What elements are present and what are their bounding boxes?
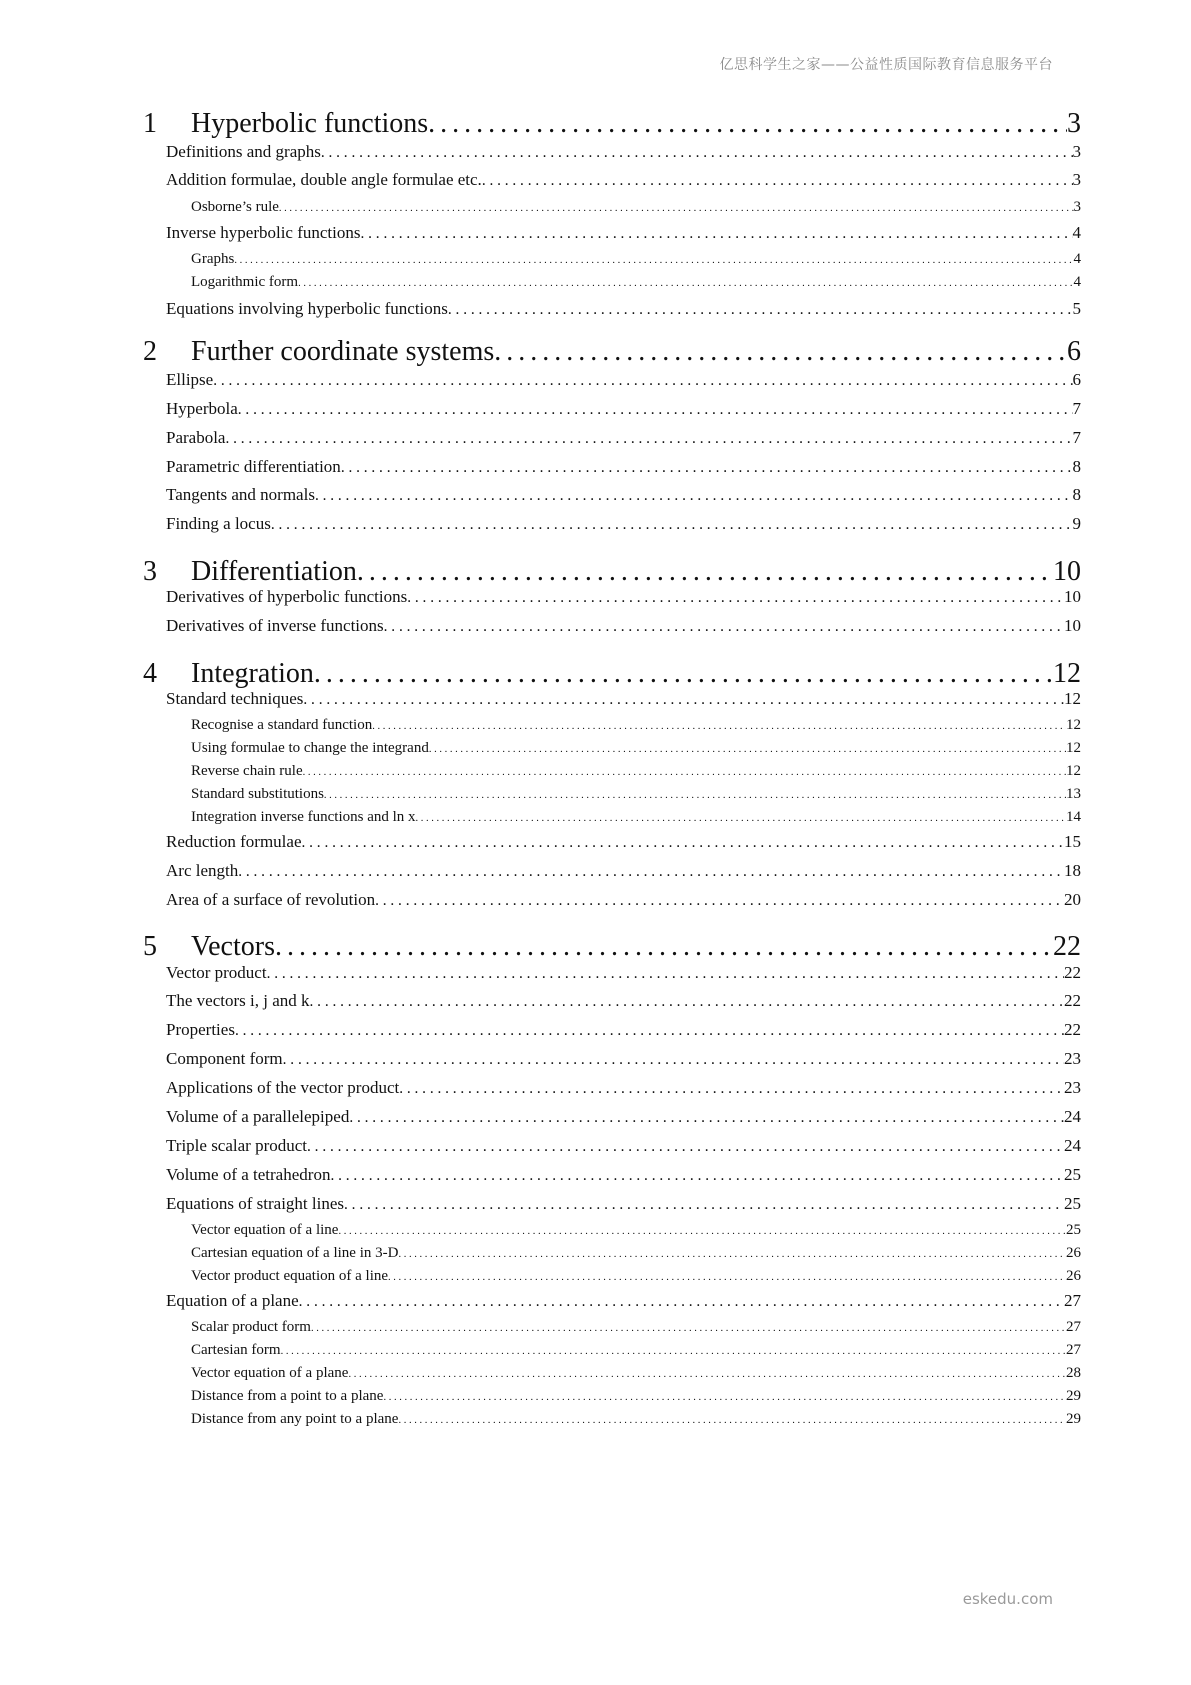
toc-subsection-row[interactable] xyxy=(191,786,1081,807)
toc-entry-title: Hyperbola xyxy=(166,399,238,418)
toc-section-row[interactable] xyxy=(166,1078,1081,1102)
toc-dot-leader xyxy=(428,108,1067,140)
toc-chapter-number: 1 xyxy=(143,108,157,139)
toc-section-row[interactable] xyxy=(166,963,1081,987)
toc-entry-title: The vectors i, j and k xyxy=(166,991,310,1010)
toc-entry-title: Triple scalar product xyxy=(166,1136,308,1155)
toc-section-row[interactable] xyxy=(166,991,1081,1015)
toc-section-row[interactable] xyxy=(166,299,1081,323)
toc-section-row[interactable] xyxy=(166,142,1081,166)
toc-dot-leader xyxy=(399,1080,1064,1098)
toc-dot-leader xyxy=(283,1051,1064,1069)
toc-entry-title: Osborne’s rule xyxy=(191,199,279,215)
toc-subsection-row[interactable] xyxy=(191,1245,1081,1266)
toc-page-number: 29 xyxy=(1066,1388,1081,1404)
toc-page-number: 24 xyxy=(1064,1136,1081,1155)
toc-dot-leader xyxy=(275,931,1053,963)
toc-dot-leader xyxy=(213,372,1072,390)
toc-entry-title: Standard substitutions xyxy=(191,786,324,802)
toc-chapter-number: 5 xyxy=(143,931,157,962)
toc-page-number: 10 xyxy=(1064,587,1081,606)
toc-page-number: 12 xyxy=(1053,658,1081,689)
toc-page-number: 4 xyxy=(1073,251,1081,267)
toc-entry-title: Area of a surface of revolution xyxy=(166,890,376,909)
toc-section-row[interactable] xyxy=(166,1291,1081,1315)
toc-dot-leader xyxy=(310,993,1064,1011)
toc-page-number: 4 xyxy=(1072,223,1081,242)
toc-subsection-row[interactable] xyxy=(191,1388,1081,1409)
toc-dot-leader xyxy=(388,1272,1066,1283)
toc-dot-leader xyxy=(324,790,1066,801)
toc-subsection-row[interactable] xyxy=(191,1342,1081,1363)
toc-page-number: 12 xyxy=(1066,717,1081,733)
toc-entry-title: Inverse hyperbolic functions xyxy=(166,223,361,242)
toc-entry-title: Integration inverse functions and ln x xyxy=(191,809,416,825)
toc-page-number: 25 xyxy=(1066,1222,1081,1238)
toc-dot-leader xyxy=(357,556,1053,588)
page-header-note: 亿思科学生之家——公益性质国际教育信息服务平台 xyxy=(719,57,1053,73)
toc-page-number: 18 xyxy=(1064,861,1081,880)
toc-page-number: 26 xyxy=(1066,1268,1081,1284)
toc-entry-title: Logarithmic form xyxy=(191,274,299,290)
toc-section-row[interactable] xyxy=(166,170,1081,194)
toc-dot-leader xyxy=(311,1323,1066,1334)
toc-page-number: 22 xyxy=(1064,991,1081,1010)
toc-entry-title: Standard techniques xyxy=(166,689,304,708)
toc-chapter-row[interactable] xyxy=(143,336,1081,372)
toc-section-row[interactable] xyxy=(166,890,1081,914)
toc-chapter-number: 2 xyxy=(143,336,157,367)
toc-chapter-row[interactable] xyxy=(143,931,1081,967)
toc-entry-title: Parametric differentiation xyxy=(166,457,341,476)
toc-page-number: 3 xyxy=(1067,108,1081,139)
toc-entry-title: Reverse chain rule xyxy=(191,763,303,779)
toc-page-number: 27 xyxy=(1064,1291,1081,1310)
toc-dot-leader xyxy=(281,1346,1066,1357)
toc-entry-title: Further coordinate systems xyxy=(191,336,495,367)
toc-entry-title: Derivatives of inverse functions xyxy=(166,616,384,635)
toc-entry-title: Hyperbolic functions xyxy=(191,108,429,139)
toc-dot-leader xyxy=(279,203,1074,214)
toc-entry-title: Definitions and graphs xyxy=(166,142,321,161)
toc-entry-title: Parabola xyxy=(166,428,226,447)
toc-section-row[interactable] xyxy=(166,616,1081,640)
toc-dot-leader xyxy=(375,892,1064,910)
toc-dot-leader xyxy=(344,1196,1064,1214)
toc-page-number: 7 xyxy=(1072,399,1081,418)
toc-dot-leader xyxy=(267,965,1064,983)
toc-page-number: 26 xyxy=(1066,1245,1081,1261)
toc-page-number: 15 xyxy=(1064,832,1081,851)
toc-page-number: 22 xyxy=(1064,1020,1081,1039)
toc-entry-title: Vector product equation of a line xyxy=(191,1268,389,1284)
toc-section-row[interactable] xyxy=(166,587,1081,611)
toc-chapter-number: 3 xyxy=(143,556,157,587)
toc-section-row[interactable] xyxy=(166,514,1081,538)
toc-page-number: 3 xyxy=(1072,142,1081,161)
toc-entry-title: Recognise a standard function xyxy=(191,717,373,733)
toc-page-number: 4 xyxy=(1073,274,1081,290)
toc-entry-title: Distance from any point to a plane xyxy=(191,1411,399,1427)
toc-dot-leader xyxy=(303,691,1064,709)
toc-dot-leader xyxy=(398,1249,1066,1260)
toc-entry-title: Vector equation of a plane xyxy=(191,1365,349,1381)
toc-page-number: 13 xyxy=(1066,786,1081,802)
toc-section-row[interactable] xyxy=(166,1049,1081,1073)
toc-entry-title: Reduction formulae xyxy=(166,832,302,851)
toc-section-row[interactable] xyxy=(166,1194,1081,1218)
toc-dot-leader xyxy=(348,1369,1066,1380)
page-footer-note: eskedu.com xyxy=(962,1590,1053,1608)
toc-dot-leader xyxy=(225,430,1072,448)
toc-section-row[interactable] xyxy=(166,485,1081,509)
toc-section-row[interactable] xyxy=(166,399,1081,423)
toc-subsection-row[interactable] xyxy=(191,274,1081,295)
toc-section-row[interactable] xyxy=(166,428,1081,452)
toc-section-row[interactable] xyxy=(166,370,1081,394)
toc-subsection-row[interactable] xyxy=(191,809,1081,830)
toc-entry-title: Graphs xyxy=(191,251,235,267)
toc-page-number: 9 xyxy=(1072,514,1081,533)
toc-dot-leader xyxy=(299,1293,1064,1311)
toc-page-number: 10 xyxy=(1064,616,1081,635)
toc-entry-title: Scalar product form xyxy=(191,1319,311,1335)
toc-entry-title: Finding a locus xyxy=(166,514,271,533)
toc-dot-leader xyxy=(429,744,1066,755)
toc-entry-title: Distance from a point to a plane xyxy=(191,1388,384,1404)
toc-dot-leader xyxy=(361,225,1073,243)
toc-section-row[interactable] xyxy=(166,861,1081,885)
toc-subsection-row[interactable] xyxy=(191,1365,1081,1386)
toc-subsection-row[interactable] xyxy=(191,1411,1081,1432)
toc-section-row[interactable] xyxy=(166,1165,1081,1189)
toc-dot-leader xyxy=(349,1109,1064,1127)
toc-entry-title: Cartesian form xyxy=(191,1342,281,1358)
toc-dot-leader xyxy=(235,1022,1064,1040)
toc-entry-title: Vectors xyxy=(191,931,275,962)
toc-dot-leader xyxy=(398,1415,1066,1426)
toc-dot-leader xyxy=(307,1138,1064,1156)
toc-dot-leader xyxy=(238,863,1064,881)
toc-entry-title: Equations involving hyperbolic functions xyxy=(166,299,448,318)
toc-page-number: 6 xyxy=(1067,336,1081,367)
toc-entry-title: Vector equation of a line xyxy=(191,1222,339,1238)
toc-entry-title: Equations of straight lines xyxy=(166,1194,345,1213)
toc-subsection-row[interactable] xyxy=(191,251,1081,272)
toc-dot-leader xyxy=(494,336,1067,368)
toc-entry-title: Arc length xyxy=(166,861,239,880)
toc-page-number: 27 xyxy=(1066,1342,1081,1358)
toc-subsection-row[interactable] xyxy=(191,1319,1081,1340)
toc-page-number: 25 xyxy=(1064,1194,1081,1213)
toc-page-number: 5 xyxy=(1072,299,1081,318)
toc-entry-title: Volume of a tetrahedron xyxy=(166,1165,331,1184)
toc-page-number: 8 xyxy=(1072,457,1081,476)
toc-page-number: 3 xyxy=(1073,199,1081,215)
toc-entry-title: Differentiation xyxy=(191,556,357,587)
toc-page-number: 22 xyxy=(1064,963,1081,982)
toc-page-number: 12 xyxy=(1066,763,1081,779)
toc-chapter-number: 4 xyxy=(143,658,157,689)
toc-page-number: 20 xyxy=(1064,890,1081,909)
toc-dot-leader xyxy=(407,589,1064,607)
toc-entry-title: Addition formulae, double angle formulae etc. xyxy=(166,170,482,189)
toc-section-row[interactable] xyxy=(166,457,1081,481)
toc-subsection-row[interactable] xyxy=(191,1268,1081,1289)
toc-section-row[interactable] xyxy=(166,689,1081,713)
toc-dot-leader xyxy=(338,1226,1066,1237)
toc-subsection-row[interactable] xyxy=(191,717,1081,738)
toc-page-number: 23 xyxy=(1064,1049,1081,1068)
toc-page-number: 12 xyxy=(1066,740,1081,756)
toc-chapter-row[interactable] xyxy=(143,108,1081,144)
toc-entry-title: Equation of a plane xyxy=(166,1291,299,1310)
toc-entry-title: Integration xyxy=(191,658,314,689)
toc-page-number: 25 xyxy=(1064,1165,1081,1184)
toc-entry-title: Derivatives of hyperbolic functions xyxy=(166,587,408,606)
toc-entry-title: Component form xyxy=(166,1049,283,1068)
toc-page-number: 27 xyxy=(1066,1319,1081,1335)
toc-section-row[interactable] xyxy=(166,1107,1081,1131)
toc-dot-leader xyxy=(321,144,1073,162)
toc-dot-leader xyxy=(303,767,1066,778)
toc-entry-title: Using formulae to change the integrand xyxy=(191,740,429,756)
toc-subsection-row[interactable] xyxy=(191,740,1081,761)
toc-entry-title: Cartesian equation of a line in 3-D xyxy=(191,1245,399,1261)
toc-subsection-row[interactable] xyxy=(191,199,1081,220)
toc-page-number: 6 xyxy=(1072,370,1081,389)
toc-dot-leader xyxy=(416,813,1066,824)
toc-dot-leader xyxy=(271,516,1073,534)
toc-page-number: 29 xyxy=(1066,1411,1081,1427)
toc-entry-title: Tangents and normals xyxy=(166,485,315,504)
toc-entry-title: Applications of the vector product xyxy=(166,1078,400,1097)
toc-page-number: 12 xyxy=(1064,689,1081,708)
toc-page-number: 8 xyxy=(1072,485,1081,504)
toc-section-row[interactable] xyxy=(166,223,1081,247)
toc-dot-leader xyxy=(330,1167,1064,1185)
toc-page-number: 23 xyxy=(1064,1078,1081,1097)
toc-dot-leader xyxy=(384,618,1064,636)
toc-entry-title: Ellipse xyxy=(166,370,214,389)
toc-page-number: 22 xyxy=(1053,931,1081,962)
toc-subsection-row[interactable] xyxy=(191,1222,1081,1243)
toc-dot-leader xyxy=(298,278,1073,289)
toc-page-number: 3 xyxy=(1072,170,1081,189)
toc-dot-leader xyxy=(341,459,1073,477)
toc-section-row[interactable] xyxy=(166,1136,1081,1160)
toc-dot-leader xyxy=(448,301,1073,319)
toc-dot-leader xyxy=(315,487,1073,505)
toc-dot-leader xyxy=(238,401,1073,419)
toc-entry-title: Volume of a parallelepiped xyxy=(166,1107,350,1126)
toc-page-number: 28 xyxy=(1066,1365,1081,1381)
toc-entry-title: Vector product xyxy=(166,963,267,982)
toc-dot-leader xyxy=(314,658,1053,690)
toc-subsection-row[interactable] xyxy=(191,763,1081,784)
toc-dot-leader xyxy=(234,255,1073,266)
toc-section-row[interactable] xyxy=(166,1020,1081,1044)
toc-dot-leader xyxy=(372,721,1066,732)
toc-page-number: 10 xyxy=(1053,556,1081,587)
toc-page-number: 24 xyxy=(1064,1107,1081,1126)
toc-section-row[interactable] xyxy=(166,832,1081,856)
toc-dot-leader xyxy=(482,172,1073,190)
toc-entry-title: Properties xyxy=(166,1020,235,1039)
toc-page-number: 14 xyxy=(1066,809,1081,825)
toc-dot-leader xyxy=(302,834,1065,852)
toc-dot-leader xyxy=(383,1392,1066,1403)
toc-page-number: 7 xyxy=(1072,428,1081,447)
